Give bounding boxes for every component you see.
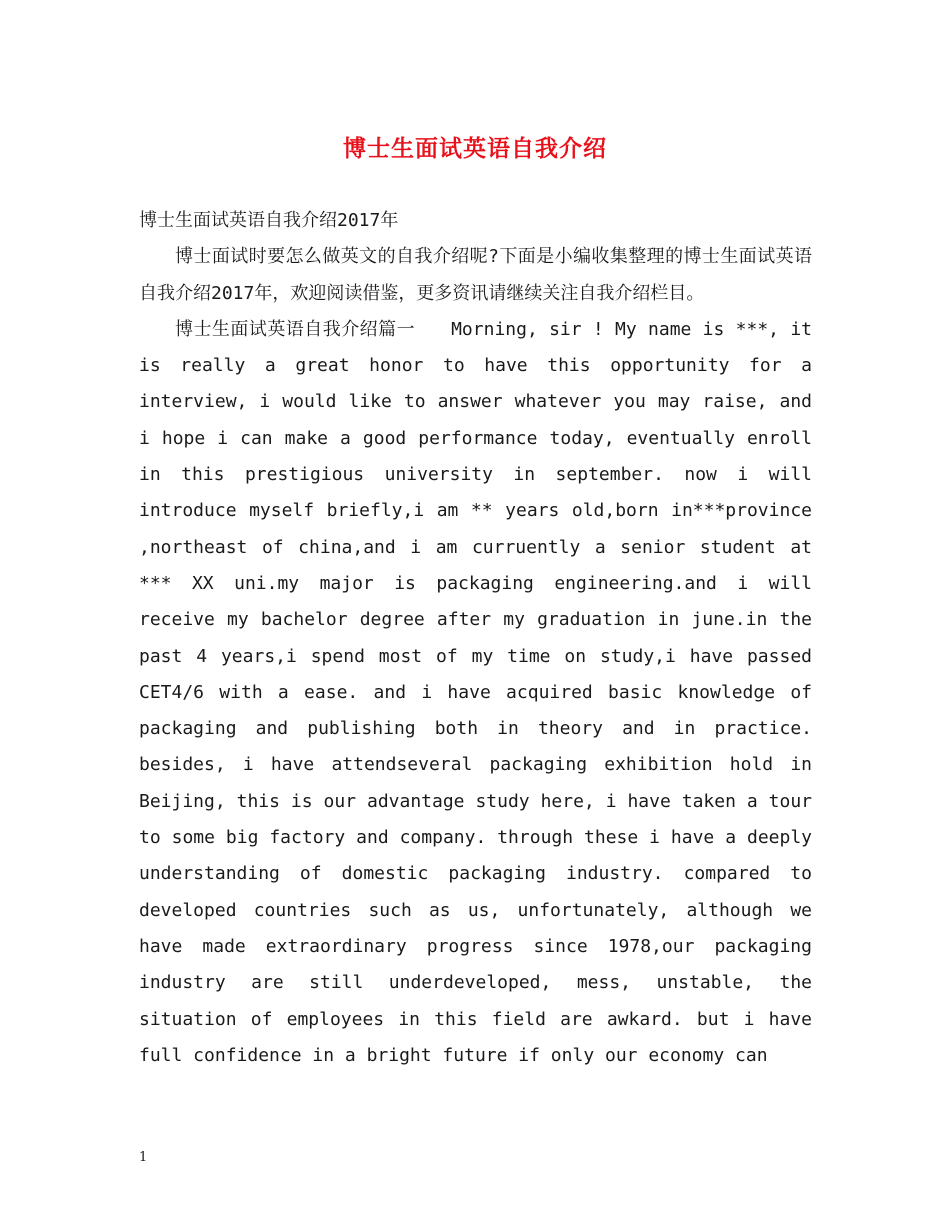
section-body: Morning, sir ! My name is ***, it is really a great honor to have this opportunity for a interview, i would like to answer whatever you may raise, and i hope i can make a good performance today, eventually enroll in this prestigious university in september. now i will introduce myself briefly,i am ** years old,born in***province ,northeast of china,and i am curruently a senior student at *** XX uni.my major is packaging engineering.and i will receive my bachelor degree after my graduation in june.in the past 4 years,i spend most of my time on study,i have passed CET4/6 with a ease. and i have acquired basic knowledge of packaging and publishing both in theory and in practice. besides, i have attendseveral packaging exhibition hold in Beijing, this is our advantage study here, i have taken a tour to some big factory and company. through these i have a deeply understanding of domestic packaging industry. compared to developed countries such as us, unfortunately, although we have made extraordinary progress since 1978,our packaging industry are still underdeveloped, mess, unstable, the situation of employees in this field are awkard. but i have full confidence in a bright future if only our economy can xyxy=(139,318,812,1066)
section-paragraph xyxy=(139,312,812,1074)
document-body xyxy=(139,203,812,1074)
document-title: 博士生面试英语自我介绍 xyxy=(343,135,607,162)
page-number: 1 xyxy=(139,1150,148,1165)
intro-paragraph: 博士面试时要怎么做英文的自我介绍呢?下面是小编收集整理的博士生面试英语自我介绍2017年，欢迎阅读借鉴，更多资讯请继续关注自我介绍栏目。 xyxy=(139,246,812,304)
section-label: 博士生面试英语自我介绍篇一 xyxy=(175,318,416,340)
subtitle-line: 博士生面试英语自我介绍2017年 xyxy=(139,210,399,231)
